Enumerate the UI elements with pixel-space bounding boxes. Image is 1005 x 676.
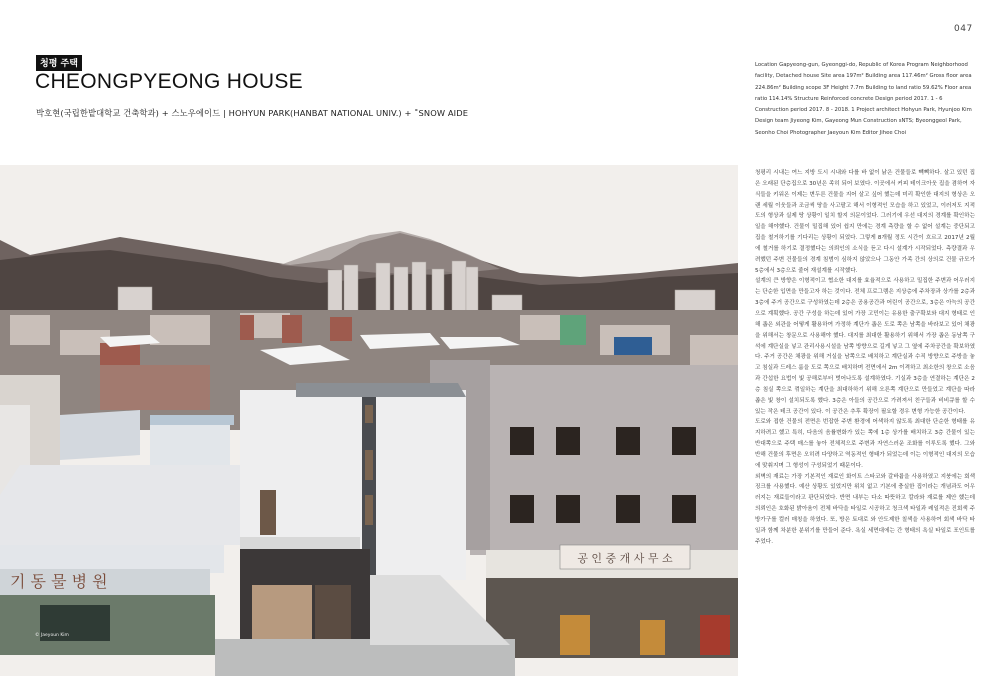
project-info: Location Gapyeong-gun, Gyeonggi-do, Republic of Korea Program Neighborhood facility, Detached house Site area 197m² Building area 117.46m² Gross floor area 224.86m² Building scope 3F Height 7.7m Building to land ratio 59.62% Floor area ratio 114.14% Structure Reinforced concrete Design period 2017. 1 - 6 Construction period 2017. 8 - 2018. 1 Project architect Hohyun Park, Hyunjoo Kim Design team Jiyeong Kim, Gayeong Mun Construction sNTS; Byeonggeol Park, Seonho Choi Photographer Jaeyoun Kim Editor Jihee Choi	[755, 62, 972, 136]
shop-sign-text: 공 인 중 개 사 무 소	[577, 552, 673, 565]
body-paragraph: 설계의 큰 방향은 이형적이고 협소한 대지를 효율적으로 사용하고 밀집한 주변과 어우러지는 단순한 입면을 만들고자 하는 것이다. 전체 프로그램은 지상층에 주차장과 상가를 2층과 3층에 주거 공간으로 구성하였는데 2층은 공용공간과 어린이 공간으로, 3층은 아늑의 공간으로 계획했다. 공간 구성을 하는데 있어 가장 고민이는 유용한 출구확보와 대지 형태로 인해 좁은 외관을 어떻게 활용하여 가정하 계단가 좁은 도로 쪽은 남쪽을 바라보고 있어 채광을 위해서는 창문으로 사용해야 했다. 대지를 최대한 활용하기 위해서 가장 좁은 동남쪽 구석에 계단실을 넣고 관리사용시설을 남쪽 방향으로 길게 넣고 그 옆에 주차공간을 확보하였다. 주거 공간은 채광을 위해 거실을 남쪽으로 배치하고 계단실과 수직 방향으로 주방을 놓고 침실과 드레스 룸을 도로 쪽으로 배치하며 전면에서 2m 이격하고 최소한의 창으로 소음과 간섭한 요법이 빛 공해로부터 벗어나도록 설계하였다. 기실과 3층을 연결하는 계단은 2층 침실 쪽으로 꺾일하는 계단을 최대하하기 위해 오른쪽 계단으로 만들었고 계단을 따라 좁은 빛 창이 설치되도록 했다. 3층은 아들의 공간으로 가려져서 친구들과 비비큐를 할 수 있는 작은 테크 공간이 있다. 이 공간은 추후 확장이 필요할 경우 변형 가능한 공간이다.	[755, 278, 975, 415]
page-number: 047	[954, 24, 973, 34]
photo-credit: © Jaeyoun Kim	[35, 633, 69, 638]
architect-credits: 박호현(국립한밭대학교 건축학과) + 스노우에이드 | HOHYUN PARK(HANBAT NATIONAL UNIV.) + ˚SNOW AIDE	[36, 108, 469, 118]
body-paragraph: 청평리 시내는 여느 지방 도시 시내와 다를 바 없이 낡은 건물들로 빽빽하다. 살고 있던 집은 오래된 단층집으로 30년은 족히 되어 보였다. 이곳에서 커피 테이크아웃 집을 겸하여 자식들을 키워온 이제는 변두른 건물을 지어 살고 싶어 했는데 미리 확인한 대지의 형상은 오랜 세월 이웃들과 조금씩 땅을 사고팔고 해서 이형적인 모습을 하고 있었고, 이러저도 지적도의 형상과 실제 땅 상황이 일치 할지 의문이었다. 그러기에 우선 대지의 경계를 확인하는 일을 해야했다. 건물이 밀집해 있어 쉽지 만에는 경계 측량을 할 수 없어 설계는 중단되고 집을 철거하기를 기다리는 상황이 되었다. 그렇게 8개월 정도 시간이 흐르고 2017년 2월에 철거를 하기로 결정했다는 의뢰인의 소식을 듣고 다시 설계가 시작되었다. 측량결과 우려했던 주변 건물들의 경계 침범이 심하지 않았으나 그동안 가족 간의 상의로 건물 규모가 5층에서 3층으로 줄어 재설계를 시작했다.	[755, 170, 975, 274]
house-photo	[0, 165, 738, 676]
category-tag: 청평 주택	[36, 55, 82, 71]
house-photo-illustration	[0, 165, 738, 676]
article-body	[755, 168, 975, 548]
body-paragraph: 도로와 접한 건물의 전면은 번잡한 주변 환경에 어색하지 않도록 최대한 단순한 형태를 유지하려고 했고 특히, 다음의 음률변화가 있는 쪽에 1층 상가를 배치하고 3층 간물이 있는 반대쪽으로 주택 매스를 놓아 전체적으로 주변과 자연스러운 조화를 이루도록 했다. 그와 반해 건물의 후면은 오히려 다양하고 역동적인 형태가 되었는데 이는 이형적인 대지의 모습에 맞춰지며 그 형성이 구성되었기 때문이다.	[755, 419, 975, 469]
page-title: CHEONGPYEONG HOUSE	[35, 70, 303, 93]
pharmacy-sign-text: 기 동 물 병 원	[10, 572, 108, 591]
body-paragraph: 외벽의 재료는 가장 기본적인 재료인 화이트 스타코와 갈바륨을 사용하였고 지붕에는 회색 징크를 사용했다. 예산 상황도 있었지만 위치 없고 기본에 충실한 집이라는 개념과도 어우러지는 재료들이라고 판단되었다. 반면 내부는 다소 따뜻하고 칼라와 재료를 제안 했는데 의뢰인은 호화된 밝아움이 전체 바닥을 타일로 시공하고 청크색 타일과 레일적은 진회색 주방가구를 컬러 매칭을 하였다. 또, 방은 토대로 와 안도제한 칠색을 사용하여 회색 바닥 타일과 함께 차분한 분위기를 만들어 준다. 욕실 세면대에는 간 형태의 욕실 타일로 포인트를 주었다.	[755, 473, 975, 545]
